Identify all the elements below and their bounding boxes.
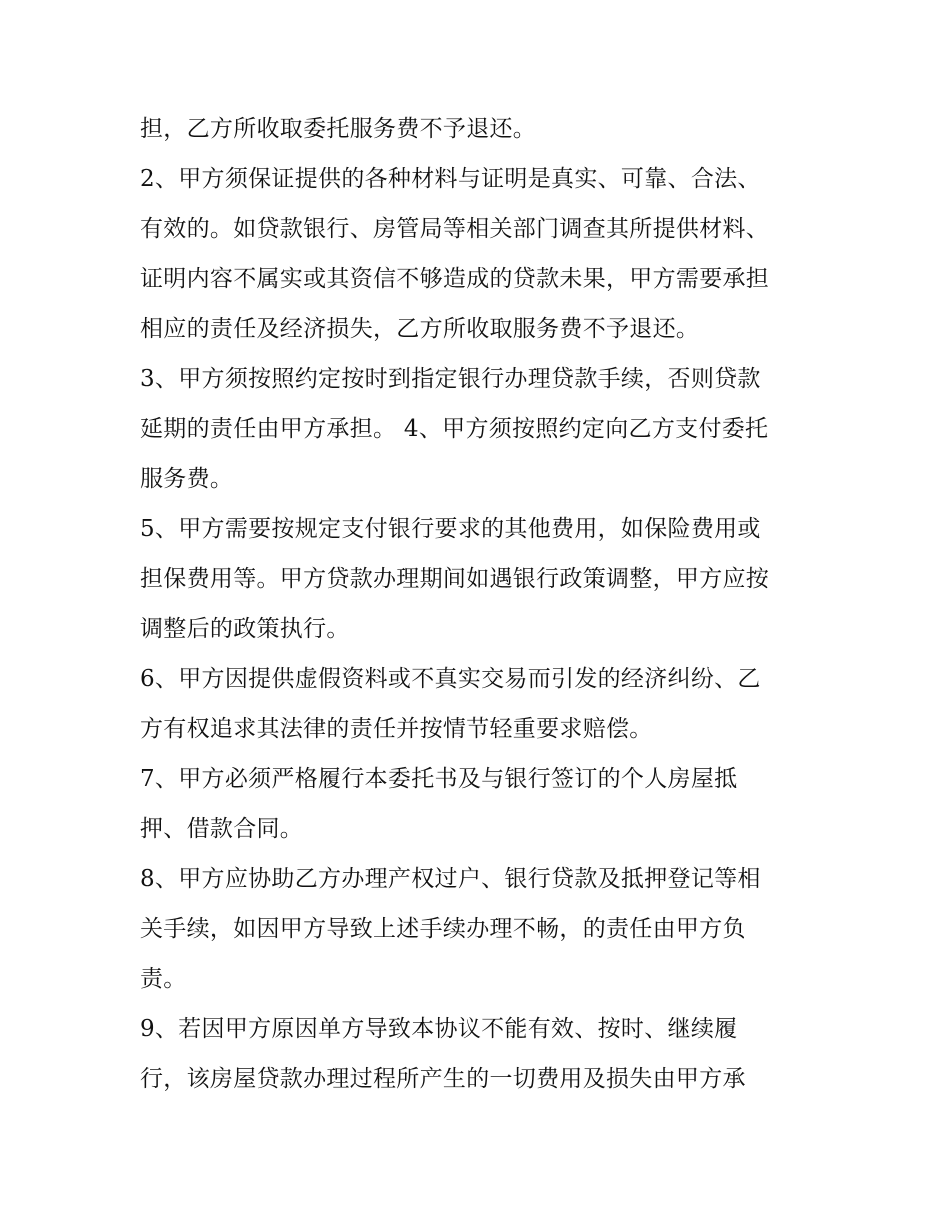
text-line: 责。: [140, 966, 187, 992]
text-line: 延期的责任由甲方承担。 4、甲方须按照约定向乙方支付委托: [140, 416, 769, 442]
text-line: 关手续，如因甲方导致上述手续办理不畅，的责任由甲方负: [140, 916, 746, 942]
text-line: 担，乙方所收取委托服务费不予退还。: [140, 116, 537, 142]
text-line: 行，该房屋贷款办理过程所产生的一切费用及损失由甲方承: [140, 1066, 746, 1092]
text-line: 服务费。: [140, 466, 234, 492]
text-line: 5、甲方需要按规定支付银行要求的其他费用，如保险费用或: [140, 516, 761, 542]
text-line: 有效的。如贷款银行、房管局等相关部门调查其所提供材料、: [140, 216, 770, 242]
text-line: 证明内容不属实或其资信不够造成的贷款未果，甲方需要承担: [140, 266, 770, 292]
text-line: 方有权追求其法律的责任并按情节轻重要求赔偿。: [140, 716, 653, 742]
text-line: 相应的责任及经济损失，乙方所收取服务费不予退还。: [140, 316, 700, 342]
text-line: 3、甲方须按照约定按时到指定银行办理贷款手续，否则贷款: [140, 366, 761, 392]
text-line: 调整后的政策执行。: [140, 616, 350, 642]
text-line: 8、甲方应协助乙方办理产权过户、银行贷款及抵押登记等相: [140, 866, 761, 892]
text-line: 担保费用等。甲方贷款办理期间如遇银行政策调整，甲方应按: [140, 566, 770, 592]
document-body: [140, 104, 820, 1104]
text-line: 6、甲方因提供虚假资料或不真实交易而引发的经济纠纷、乙: [140, 666, 761, 692]
text-line: 9、若因甲方原因单方导致本协议不能有效、按时、继续履: [140, 1016, 738, 1042]
text-line: 2、甲方须保证提供的各种材料与证明是真实、可靠、合法、: [140, 166, 761, 192]
text-line: 7、甲方必须严格履行本委托书及与银行签订的个人房屋抵: [140, 766, 738, 792]
text-line: 押、借款合同。: [140, 816, 304, 842]
